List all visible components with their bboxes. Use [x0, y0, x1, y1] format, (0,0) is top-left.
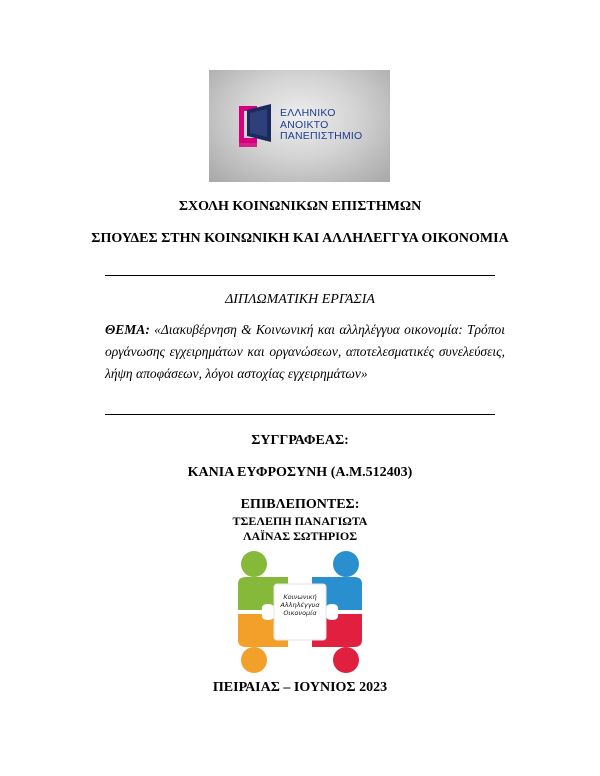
theme-text: «Διακυβέρνηση & Κοινωνική και αλληλέγγυα οικονομία: Τρόποι: [154, 322, 506, 337]
author-label: ΣΥΓΓΡΑΦΕΑΣ:: [251, 433, 349, 448]
document-type: ΔΙΠΛΩΜΑΤΙΚΗ ΕΡΓΑΣΙΑ: [225, 292, 375, 307]
school-name: ΣΧΟΛΗ ΚΟΙΝΩΝΙΚΩΝ ΕΠΙΣΤΗΜΩΝ: [178, 199, 422, 214]
theme-line-2: οργάνωσης εγχειρημάτων και οργανώσεων, αποτελεσματικές συνελεύσεις,: [105, 344, 505, 359]
theme-line-3: λήψη αποφάσεων, λόγοι αστοχίας εγχειρημάτων»: [105, 366, 368, 381]
divider: [105, 275, 495, 276]
divider: [105, 414, 495, 415]
supervisor-name: ΤΣΕΛΕΠΗ ΠΑΝΑΓΙΩΤΑ: [232, 514, 368, 528]
emblem-line: Αλληλέγγυα: [280, 601, 320, 609]
university-logo: [209, 70, 390, 182]
place-and-date: ΠΕΙΡΑΙΑΣ – ΙΟΥΝΙΟΣ 2023: [212, 680, 388, 695]
university-name: [280, 108, 362, 143]
social-economy-emblem: [234, 546, 366, 678]
theme-line-1: [105, 319, 505, 341]
emblem-line: Οικονομία: [283, 609, 317, 617]
program-name: ΣΠΟΥΔΕΣ ΣΤΗΝ ΚΟΙΝΩΝΙΚΗ ΚΑΙ ΑΛΛΗΛΕΓΓΥΑ ΟΙΚΟΝΟΜΙΑ: [91, 231, 509, 246]
supervisors-label: ΕΠΙΒΛΕΠΟΝΤΕΣ:: [240, 497, 360, 512]
theme-label: ΘΕΜΑ:: [105, 322, 150, 337]
university-name-line: ΕΛΛΗΝΙΚΟ: [280, 107, 336, 119]
university-name-line: ΑΝΟΙΚΤΟ: [280, 118, 329, 131]
university-name-line: ΠΑΝΕΠΙΣΤΗΜΙΟ: [280, 130, 363, 142]
emblem-line: Κοινωνική: [283, 593, 317, 601]
author-name: ΚΑΝΙΑ ΕΥΦΡΟΣΥΝΗ (Α.Μ.512403): [187, 465, 413, 480]
emblem-label: [234, 593, 366, 617]
thesis-theme: [105, 319, 505, 385]
supervisor-name: ΛΑΪΝΑΣ ΣΩΤΗΡΙΟΣ: [242, 529, 358, 543]
